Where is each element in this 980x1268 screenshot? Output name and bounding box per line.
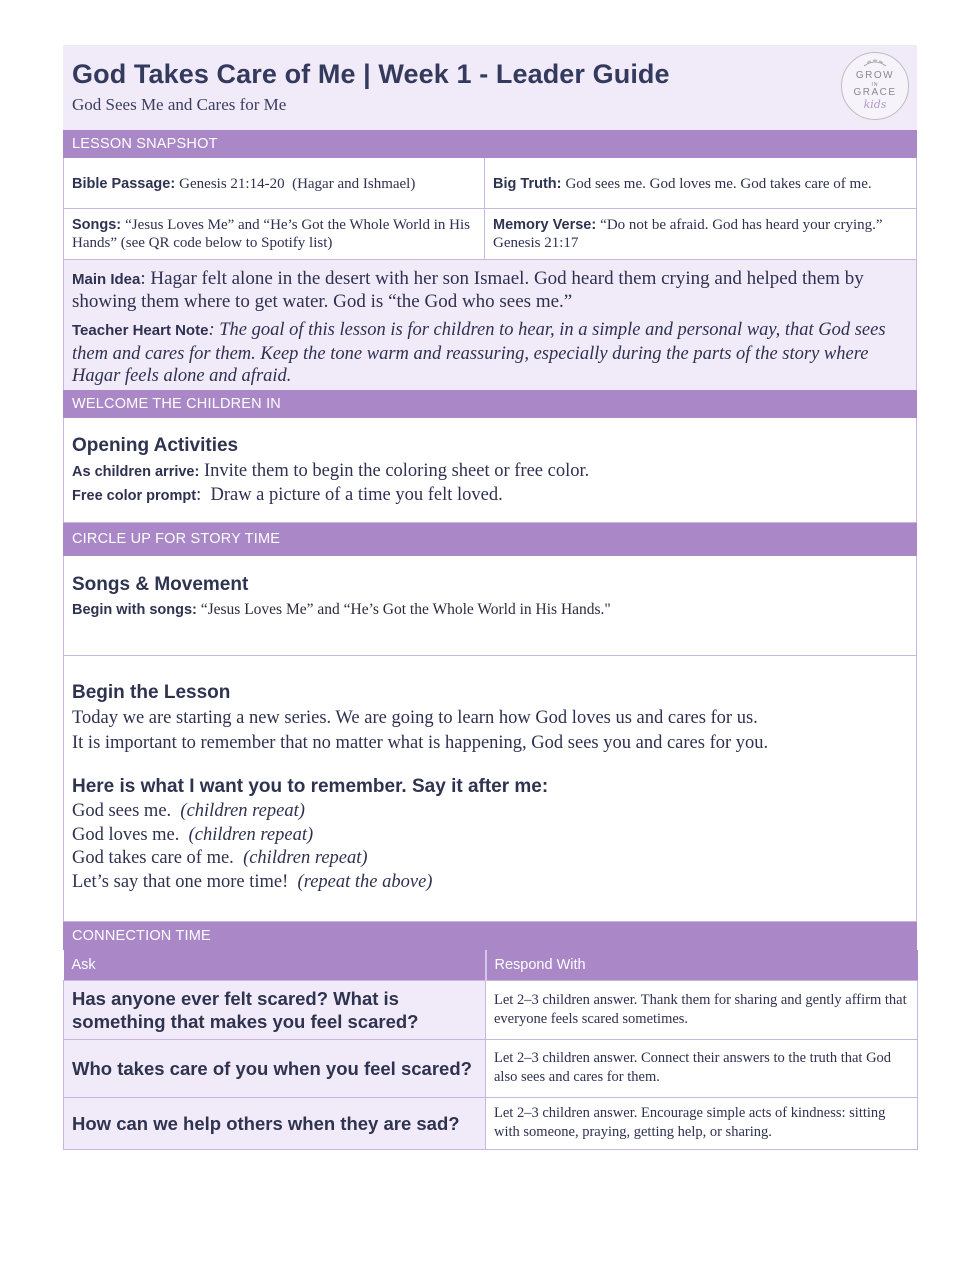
begin-songs-line (72, 601, 611, 619)
snapshot-row-2 (63, 209, 917, 260)
big-truth-value: God sees me. God loves me. God takes care of me. (565, 176, 872, 192)
begin-lesson-section (63, 656, 917, 922)
leader-guide-page (63, 45, 917, 1150)
big-truth-cell (485, 158, 916, 208)
lesson-snapshot-band: LESSON SNAPSHOT (63, 130, 917, 158)
arrive-value: Invite them to begin the coloring sheet or free color. (199, 461, 590, 481)
repeat-text: God loves me. (72, 825, 189, 845)
guide-header (63, 45, 917, 130)
begin-lesson-heading: Begin the Lesson (72, 682, 231, 703)
repeat-text: God takes care of me. (72, 848, 244, 868)
repeat-note: (children repeat) (180, 801, 305, 821)
connection-table (63, 950, 918, 1150)
memory-verse-value: “Do not be afraid. God has heard your crying.” Genesis 21:17 (493, 217, 883, 251)
heart-note-value: : The goal of this lesson is for children to hear, in a simple and personal way, that God sees them and cares for them. Keep the tone warm and reassuring, especially during the parts of the story where Hagar feels alone and afraid. (72, 320, 886, 386)
remember-heading: Here is what I want you to remember. Say it after me: (72, 776, 549, 797)
logo-text-kids: kids (863, 98, 887, 111)
repeat-line (72, 801, 305, 822)
repeat-line (72, 872, 432, 893)
snapshot-row-1 (63, 158, 917, 209)
lesson-line-2: It is important to remember that no matter what is happening, God sees you and cares for you. (72, 733, 769, 753)
leaf-branch-icon (862, 58, 888, 68)
ask-column-header: Ask (64, 950, 486, 980)
repeat-text: God sees me. (72, 801, 181, 821)
heart-note-label: Teacher Heart Note (72, 322, 209, 339)
table-row (64, 1039, 918, 1097)
begin-songs-value: “Jesus Loves Me” and “He’s Got the Whole World in His Hands." (196, 601, 611, 618)
prompt-line (72, 485, 503, 506)
logo-text-grow: GROW (855, 70, 895, 81)
repeat-note: (repeat the above) (297, 872, 433, 892)
welcome-band: WELCOME THE CHILDREN IN (63, 390, 917, 418)
memory-verse-cell (485, 209, 916, 259)
repeat-text: Let’s say that one more time! (72, 872, 298, 892)
logo-text-in: IN (871, 82, 879, 88)
songs-movement-heading: Songs & Movement (72, 574, 249, 595)
respond-column-header: Respond With (486, 950, 918, 980)
welcome-section (63, 418, 917, 523)
big-truth-label: Big Truth: (493, 176, 562, 192)
respond-answer: Let 2–3 children answer. Thank them for sharing and gently affirm that everyone feels scared sometimes. (486, 980, 918, 1039)
repeat-note: (children repeat) (188, 825, 314, 845)
page-subtitle: God Sees Me and Cares for Me (72, 95, 287, 114)
page-title: God Takes Care of Me | Week 1 - Leader Guide (72, 59, 670, 89)
logo-text-grace: GRACE (853, 87, 897, 98)
main-idea-label: Main Idea (72, 271, 141, 288)
songs-label: Songs: (72, 217, 122, 233)
songs-value: “Jesus Loves Me” and “He’s Got the Whole World in His Hands” (see QR code below to Spotify list) (72, 217, 470, 251)
ask-question: Has anyone ever felt scared? What is something that makes you feel scared? (64, 980, 486, 1039)
ask-question: How can we help others when they are sad? (64, 1097, 486, 1149)
opening-activities-heading: Opening Activities (72, 435, 239, 456)
memory-verse-label: Memory Verse: (493, 217, 597, 233)
songs-cell (64, 209, 485, 259)
main-idea (72, 268, 908, 313)
teacher-heart-note (72, 319, 908, 388)
songs-movement-section (63, 556, 917, 656)
table-row (64, 980, 918, 1039)
prompt-label: Free color prompt (72, 488, 197, 504)
respond-answer: Let 2–3 children answer. Connect their answers to the truth that God also sees and cares for them. (486, 1039, 918, 1097)
repeat-line (72, 825, 313, 846)
bible-passage-cell (64, 158, 485, 208)
arrive-label: As children arrive: (72, 464, 200, 480)
lesson-line-1: Today we are starting a new series. We are going to learn how God loves us and cares for us. (72, 708, 758, 728)
connection-header-row (64, 950, 918, 980)
bible-passage-label: Bible Passage: (72, 176, 176, 192)
main-idea-block (63, 260, 917, 390)
grow-in-grace-logo (841, 52, 909, 120)
main-idea-value: : Hagar felt alone in the desert with her son Ismael. God heard them crying and helped them by showing them where to get water. God is “the God who sees me.” (72, 268, 864, 312)
repeat-line (72, 848, 368, 869)
table-row (64, 1097, 918, 1149)
prompt-value: : Draw a picture of a time you felt loved. (196, 485, 503, 505)
begin-songs-label: Begin with songs: (72, 602, 197, 618)
respond-answer: Let 2–3 children answer. Encourage simple acts of kindness: sitting with someone, praying, getting help, or sharing. (486, 1097, 918, 1149)
repeat-note: (children repeat) (243, 848, 368, 868)
bible-passage-value: Genesis 21:14-20 (Hagar and Ishmael) (179, 176, 416, 192)
connection-time-band: CONNECTION TIME (63, 922, 917, 950)
arrive-line (72, 461, 589, 482)
ask-question: Who takes care of you when you feel scared? (64, 1039, 486, 1097)
story-time-band: CIRCLE UP FOR STORY TIME (63, 523, 917, 556)
